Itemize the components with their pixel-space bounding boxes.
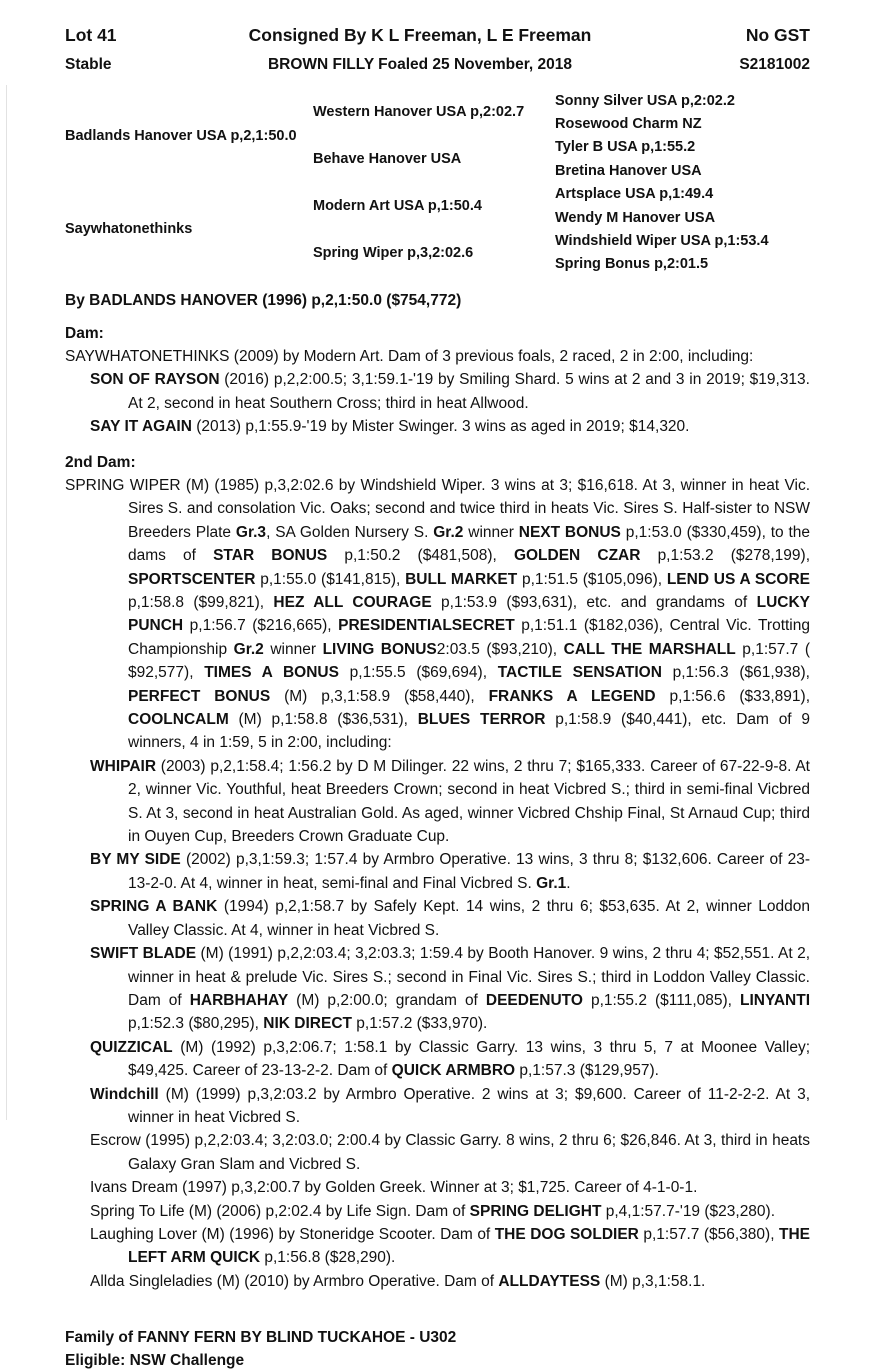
progeny-entry — [65, 368, 810, 415]
text: (M) (1999) p,3,2:03.2 by Armbro Operative. 2 wins at 3; $9,600. Career of 11-2-2-2. At 3, winner in heat Vicbred S. — [128, 1085, 810, 1126]
family-line: Family of FANNY FERN BY BLIND TUCKAHOE - U302 — [65, 1329, 457, 1347]
bold-text: Gr.2 — [433, 523, 464, 541]
text: p,1:56.6 ($33,891), — [655, 687, 811, 705]
stable-label: Stable — [65, 56, 112, 73]
header — [65, 25, 810, 74]
text: p,1:55.5 ($69,694), — [338, 664, 498, 682]
horse-description: BROWN FILLY Foaled 25 November, 2018 — [267, 56, 573, 73]
bold-text: THE DOG SOLDIER — [494, 1225, 639, 1243]
pedigree-table — [65, 89, 810, 276]
progeny-entry — [65, 1223, 810, 1270]
progeny-entry — [65, 1200, 810, 1223]
text: p,1:51.1 ($182,036), Central Vic. Trotting Championship — [128, 617, 810, 658]
bold-text: TACTILE SENSATION — [497, 664, 662, 682]
text: p,1:57.7 ($56,380), — [638, 1225, 779, 1243]
pedigree-sire-dam: Behave Hanover USA — [313, 151, 462, 168]
text: (M) p,1:58.8 ($36,531), — [228, 711, 418, 729]
text: p,1:55.0 ($141,815), — [255, 570, 406, 588]
pedigree-dam-sire: Modern Art USA p,1:50.4 — [313, 197, 482, 214]
pedigree-gen3-ancestor: Sonny Silver USA p,2:02.2 — [555, 92, 735, 109]
bold-text: TIMES A BONUS — [204, 664, 339, 682]
header-row-2 — [65, 56, 810, 74]
bold-text: QUICK ARMBRO — [391, 1062, 516, 1080]
second-dam-paragraph — [65, 474, 810, 755]
bold-text: SPRING DELIGHT — [469, 1202, 602, 1220]
bold-text: HEZ ALL COURAGE — [273, 594, 432, 611]
dam-section-heading: Dam: — [65, 324, 104, 342]
text: (1994) p,2,1:58.7 by Safely Kept. 14 wins, 2 thru 6; $53,635. At 2, winner Loddon Valley Classic. At 4, winner in heat Vicbred S. — [128, 898, 811, 939]
text: (2002) p,3,1:59.3; 1:57.4 by Armbro Operative. 13 wins, 3 thru 8; $132,606. Career of 23-13-2-0. At 4, winner in heat, semi-final and Final Vicbred S. — [128, 851, 811, 892]
bold-text: DEEDENUTO — [485, 991, 583, 1009]
pedigree-dam-dam: Spring Wiper p,3,2:02.6 — [313, 244, 474, 261]
pedigree-gen3-ancestor: Bretina Hanover USA — [555, 162, 702, 179]
bold-text: FRANKS A LEGEND — [488, 687, 656, 705]
catalog-code: S2181002 — [739, 56, 810, 73]
text: p,1:56.3 ($61,938), — [661, 664, 810, 682]
text: Escrow (1995) p,2,2:03.4; 3,2:03.0; 2:00.4 by Classic Garry. 8 wins, 2 thru 6; $26,846. At 3, third in heats Galaxy Gran Slam and Vicbred S. — [90, 1132, 810, 1173]
dam-intro: SAYWHATONETHINKS (2009) by Modern Art. Dam of 3 previous foals, 2 raced, 2 in 2:00, including: — [65, 347, 754, 365]
text: p,1:56.7 ($216,665), — [183, 617, 339, 635]
pedigree-gen3-ancestor: Rosewood Charm NZ — [555, 116, 702, 133]
text: p,1:58.9 ($40,441), etc. Dam of 9 winners, 4 in 1:59, 5 in 2:00, including: — [128, 711, 811, 752]
pedigree-gen3-ancestor: Tyler B USA p,1:55.2 — [555, 139, 696, 156]
text: , SA Golden Nursery S. — [266, 523, 434, 541]
bold-text: STAR BONUS — [213, 547, 328, 565]
pedigree-gen3-ancestor: Spring Bonus p,2:01.5 — [555, 256, 709, 273]
text: p,4,1:57.7-'19 ($23,280). — [601, 1202, 776, 1220]
text: p,1:52.3 ($80,295), — [128, 1015, 264, 1033]
bold-text: BY MY SIDE — [90, 851, 181, 869]
progeny-entry — [65, 1083, 810, 1130]
second-dam-section-heading: 2nd Dam: — [65, 453, 136, 471]
bold-text: HARBHAHAY — [189, 991, 289, 1009]
pedigree-sire: Badlands Hanover USA p,2,1:50.0 — [65, 127, 297, 144]
bold-text: LINYANTI — [739, 991, 811, 1009]
text: p,1:57.2 ($33,970). — [352, 1015, 488, 1033]
bold-text: CALL THE MARSHALL — [563, 640, 736, 658]
text: p,1:53.2 ($278,199), — [640, 547, 810, 565]
text: 2:03.5 ($93,210), — [436, 640, 564, 658]
text: Spring To Life (M) (2006) p,2:02.4 by Life Sign. Dam of — [90, 1202, 470, 1220]
text: (M) p,3,1:58.1. — [600, 1272, 706, 1290]
progeny-entry — [65, 1036, 810, 1083]
gst-status: No GST — [745, 25, 810, 45]
pedigree-text — [65, 289, 810, 1293]
text: (2013) p,1:55.9-'19 by Mister Swinger. 3 wins as aged in 2019; $14,320. — [191, 418, 690, 436]
progeny-entry — [65, 415, 810, 438]
bold-text: SON OF RAYSON — [90, 371, 220, 389]
text: Allda Singleladies (M) (2010) by Armbro Operative. Dam of — [90, 1272, 499, 1290]
text: p,1:57.3 ($129,957). — [515, 1062, 659, 1080]
text: p,1:50.2 ($481,508), — [327, 547, 514, 565]
bold-text: WHIPAIR — [90, 757, 157, 775]
bold-text: SPORTSCENTER — [128, 570, 256, 588]
bold-text: BLUES TERROR — [417, 711, 546, 729]
text: SPRING WIPER (M) (1985) p,3,2:02.6 by Windshield Wiper. 3 wins at 3; $16,618. At 3, winner in heat Vic. Sires S. and consolation Vic. Oaks; second and twice third in heats Vic. Sires S. Half-sister to NSW Breeders Plate — [65, 476, 810, 541]
consignor: Consigned By K L Freeman, L E Freeman — [248, 25, 592, 45]
text: p,1:53.9 ($93,631), etc. and grandams of — [431, 594, 757, 611]
text: p,1:58.8 ($99,821), — [128, 594, 274, 611]
bold-text: QUIZZICAL — [90, 1038, 173, 1056]
bold-text: Gr.2 — [233, 640, 264, 658]
pedigree-gen3-ancestor: Artsplace USA p,1:49.4 — [555, 186, 714, 203]
progeny-entry — [65, 895, 810, 942]
pedigree-gen3-ancestor: Windshield Wiper USA p,1:53.4 — [555, 233, 769, 250]
text: p,1:51.5 ($105,096), — [517, 570, 667, 588]
text: Laughing Lover (M) (1996) by Stoneridge Scooter. Dam of — [90, 1225, 495, 1243]
progeny-entry — [65, 1270, 810, 1293]
bold-text: LIVING BONUS — [322, 640, 437, 658]
bold-text: THE LEFT ARM QUICK — [128, 1225, 810, 1267]
pedigree-gen3-ancestor: Wendy M Hanover USA — [555, 209, 716, 226]
text: p,1:57.7 ( $92,577), — [128, 640, 811, 682]
pedigree-dam: Saywhatonethinks — [65, 221, 193, 238]
eligibility-line: Eligible: NSW Challenge — [65, 1352, 245, 1370]
progeny-entry — [65, 942, 810, 1036]
bold-text: SAY IT AGAIN — [90, 418, 192, 436]
bold-text: COOLNCALM — [128, 711, 229, 729]
bold-text: SWIFT BLADE — [90, 945, 197, 963]
bold-text: ALLDAYTESS — [498, 1272, 601, 1290]
bold-text: GOLDEN CZAR — [513, 547, 641, 565]
text: winner — [463, 523, 519, 541]
text: (2003) p,2,1:58.4; 1:56.2 by D M Dilinger. 22 wins, 2 thru 7; $165,333. Career of 67-22-9-8. At 2, winner Vic. Youthful, heat Breeders Crown; second in heat Vicbred S.; third in semi-final Vicbred S. At 3, second in heat Australian Gold. As aged, winner Vicbred Chship Final, St Arnaud Cup; third in Ouyen Cup, Breeders Crown Graduate Cup. — [128, 757, 810, 846]
footer — [65, 1326, 810, 1372]
bold-text: Windchill — [90, 1085, 159, 1103]
bold-text: NIK DIRECT — [263, 1015, 352, 1033]
bold-text: BULL MARKET — [405, 570, 518, 588]
bold-text: PRESIDENTIALSECRET — [338, 617, 515, 635]
text: (M) (1991) p,2,2:03.4; 3,2:03.3; 1:59.4 by Booth Hanover. 9 wins, 2 thru 4; $52,551. At 2, winner in heat & prelude Vic. Sires S.; second in Final Vic. Sires S.; third in Loddon Valley Classic. Dam of — [128, 945, 810, 1009]
text: (2016) p,2,2:00.5; 3,1:59.1-'19 by Smiling Shard. 5 wins at 2 and 3 in 2019; $19,313. At 2, second in heat Southern Cross; third in heat Allwood. — [128, 371, 810, 412]
text: (M) (1992) p,3,2:06.7; 1:58.1 by Classic Garry. 13 wins, 3 thru 5, 7 at Moonee Valley; $49,425. Career of 23-13-2-2. Dam of — [128, 1038, 810, 1080]
sire-summary-line: By BADLANDS HANOVER (1996) p,2,1:50.0 ($754,772) — [65, 292, 462, 310]
bold-text: Gr.3 — [235, 523, 267, 541]
text: . — [566, 874, 571, 892]
text: Ivans Dream (1997) p,3,2:00.7 by Golden Greek. Winner at 3; $1,725. Career of 4-1-0-1. — [90, 1179, 698, 1197]
bold-text: NEXT BONUS — [518, 523, 621, 541]
progeny-entry — [65, 1129, 810, 1176]
progeny-entry — [65, 755, 810, 849]
pedigree-sire-sire: Western Hanover USA p,2:02.7 — [313, 104, 525, 121]
bold-text: Gr.1 — [536, 874, 567, 892]
bold-text: SPRING A BANK — [90, 898, 218, 916]
progeny-entry — [65, 848, 810, 895]
bold-text: LEND US A SCORE — [666, 570, 811, 588]
text: p,1:55.2 ($111,085), — [582, 991, 740, 1009]
scan-artifact-line — [6, 85, 7, 1120]
text: p,1:56.8 ($28,290). — [260, 1249, 396, 1267]
progeny-entry — [65, 1176, 810, 1199]
text: p,1:53.0 ($330,459), to the dams of — [128, 523, 811, 565]
lot-number: Lot 41 — [65, 25, 117, 45]
text: (M) p,2:00.0; grandam of — [288, 991, 486, 1009]
text: (M) p,3,1:58.9 ($58,440), — [270, 687, 489, 705]
bold-text: PERFECT BONUS — [128, 687, 271, 705]
header-row-1 — [65, 25, 810, 46]
text: winner — [263, 640, 323, 658]
bold-text: LUCKY PUNCH — [128, 594, 810, 635]
